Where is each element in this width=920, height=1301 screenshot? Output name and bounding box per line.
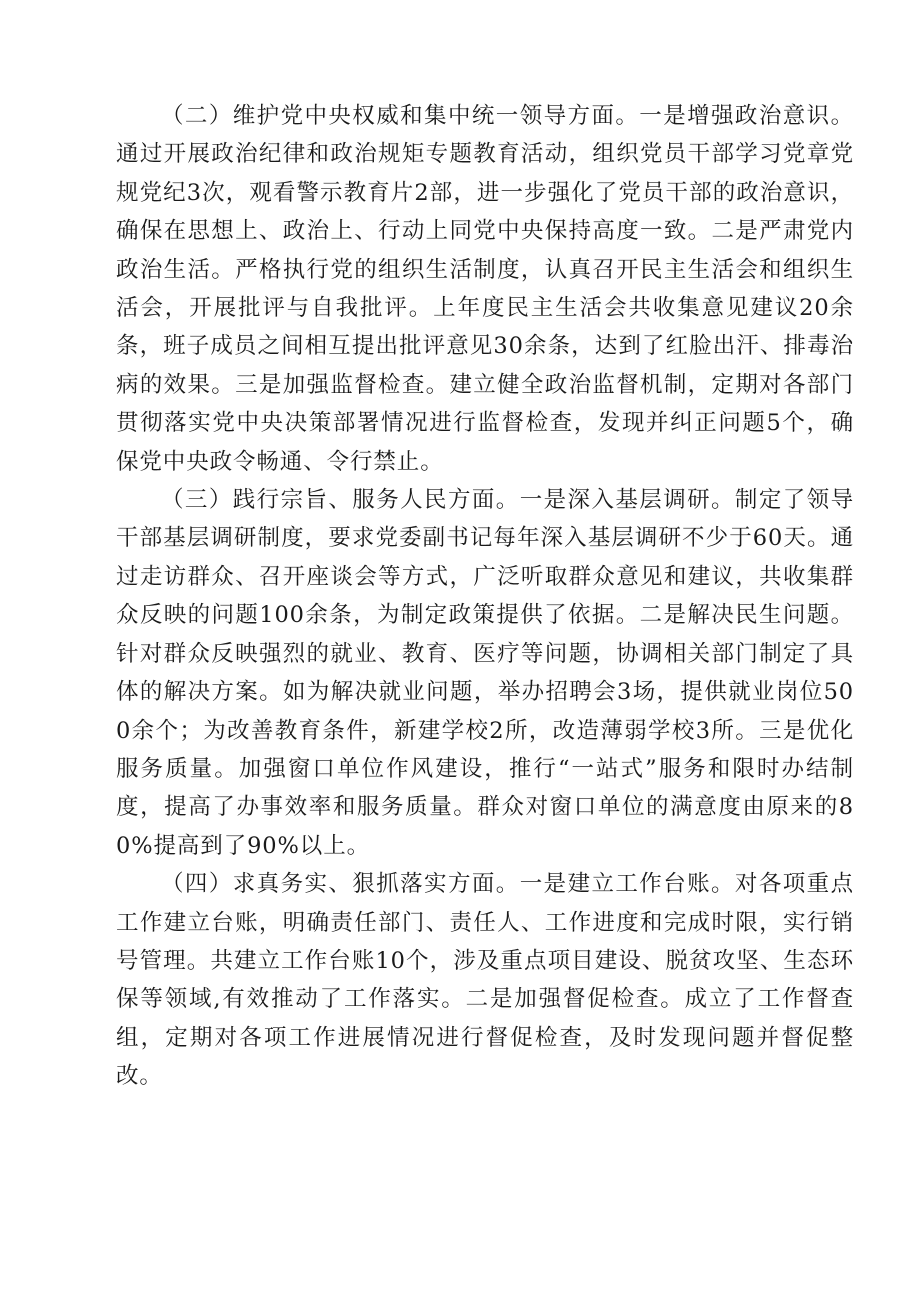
paragraph-section-2: （二）维护党中央权威和集中统一领导方面。一是增强政治意识。通过开展政治纪律和政治规矩专题教育活动，组织党员干部学习党章党规党纪3次，观看警示教育片2部，进一步强化了党员干部的政治意识，确保在思想上、政治上、行动上同党中央保持高度一致。二是严肃党内政治生活。严格执行党的组织生活制度，认真召开民主生活会和组织生活会，开展批评与自我批评。上年度民主生活会共收集意见建议20余条，班子成员之间相互提出批评意见30余条，达到了红脸出汗、排毒治病的效果。三是加强监督检查。建立健全政治监督机制，定期对各部门贯彻落实党中央决策部署情况进行监督检查，发现并纠正问题5个，确保党中央政令畅通、令行禁止。 [116,103,854,475]
paragraph-section-3: （三）践行宗旨、服务人民方面。一是深入基层调研。制定了领导干部基层调研制度，要求党委副书记每年深入基层调研不少于60天。通过走访群众、召开座谈会等方式，广泛听取群众意见和建议，共收集群众反映的问题100余条，为制定政策提供了依据。二是解决民生问题。针对群众反映强烈的就业、教育、医疗等问题，协调相关部门制定了具体的解决方案。如为解决就业问题，举办招聘会3场，提供就业岗位500余个；为改善教育条件，新建学校2所，改造薄弱学校3所。三是优化服务质量。加强窗口单位作风建设，推行“一站式”服务和限时办结制度，提高了办事效率和服务质量。群众对窗口单位的满意度由原来的80%提高到了90%以上。 [116,487,854,859]
paragraph-section-4: （四）求真务实、狠抓落实方面。一是建立工作台账。对各项重点工作建立台账，明确责任部门、责任人、工作进度和完成时限，实行销号管理。共建立工作台账10个，涉及重点项目建设、脱贫攻坚、生态环保等领域,有效推动了工作落实。二是加强督促检查。成立了工作督查组，定期对各项工作进展情况进行督促检查，及时发现问题并督促整改。 [116,871,854,1090]
